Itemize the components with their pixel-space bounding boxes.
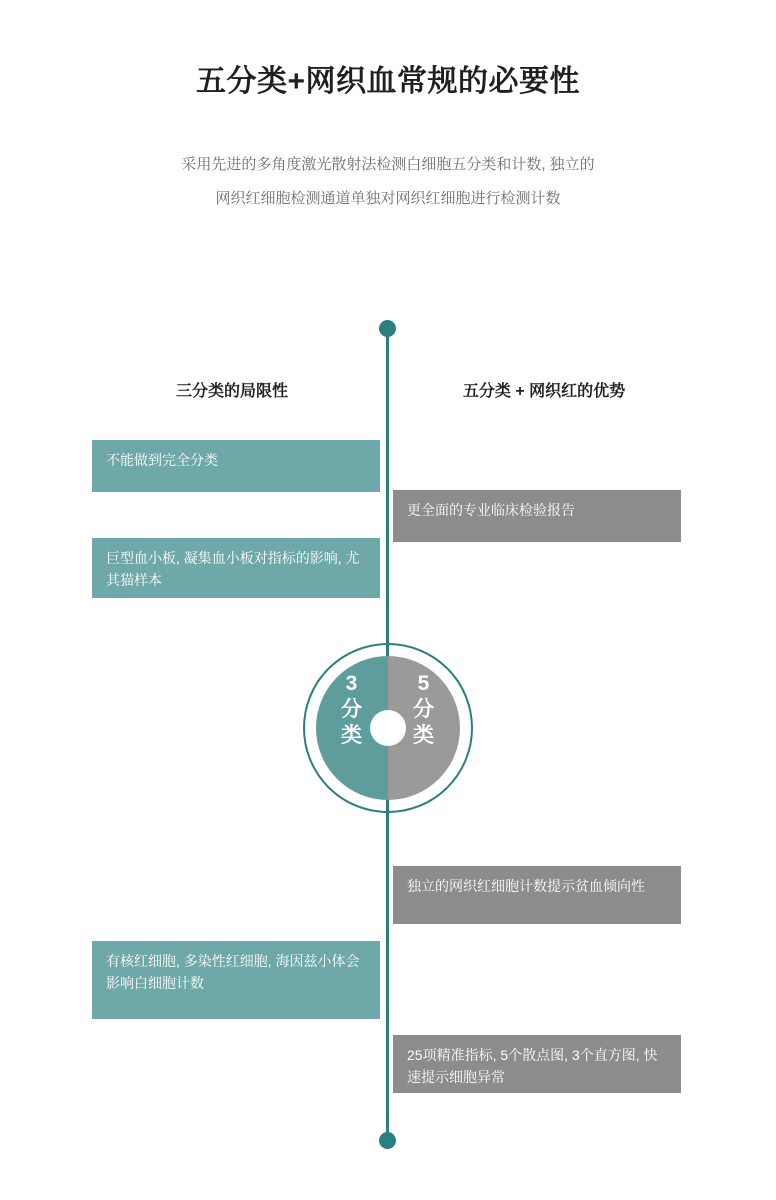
left-item-3: 有核红细胞, 多染性红细胞, 海因兹小体会影响白细胞计数 bbox=[92, 941, 380, 1019]
column-heading-right: 五分类 + 网织红的优势 bbox=[462, 383, 626, 400]
classification-emblem bbox=[303, 643, 473, 813]
page-subtitle: 采用先进的多角度激光散射法检测白细胞五分类和计数, 独立的 网织红细胞检测通道单独对网织红细胞进行检测计数 bbox=[181, 156, 595, 207]
right-item-2: 独立的网织红细胞计数提示贫血倾向性 bbox=[393, 866, 681, 924]
right-item-1: 更全面的专业临床检验报告 bbox=[393, 490, 681, 542]
emblem-label-right: 5 分 类 bbox=[413, 672, 435, 747]
left-item-2: 巨型血小板, 凝集血小板对指标的影响, 尤其猫样本 bbox=[92, 538, 380, 598]
timeline-end-dot bbox=[379, 1132, 396, 1149]
page-title: 五分类+网织血常规的必要性 bbox=[195, 65, 581, 98]
right-item-3: 25项精准指标, 5个散点图, 3个直方图, 快速提示细胞异常 bbox=[393, 1035, 681, 1093]
emblem-label-left: 3 分 类 bbox=[341, 672, 363, 747]
column-heading-left: 三分类的局限性 bbox=[175, 383, 288, 400]
timeline-start-dot bbox=[379, 320, 396, 337]
left-item-1: 不能做到完全分类 bbox=[92, 440, 380, 492]
